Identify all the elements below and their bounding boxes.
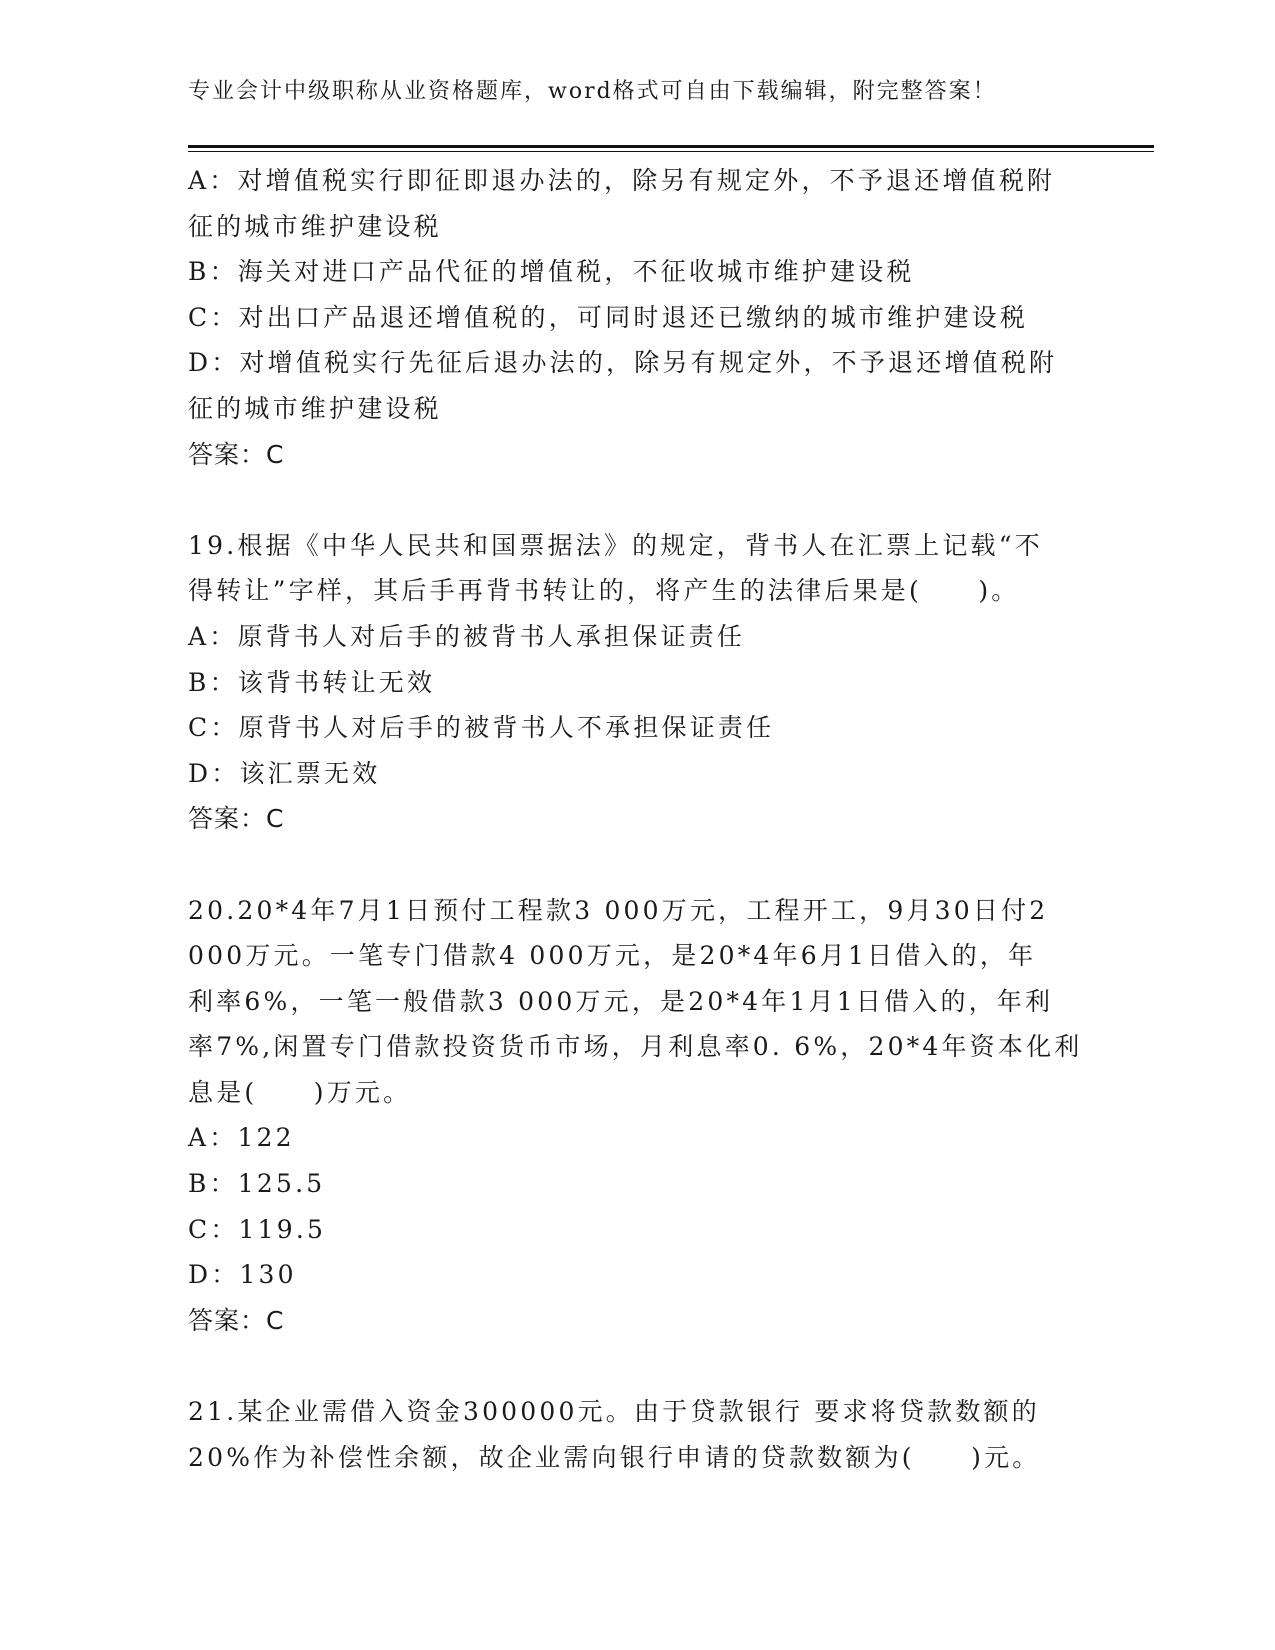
option-d-line-2: 征的城市维护建设税 xyxy=(188,393,442,423)
spacer xyxy=(188,842,1088,888)
option-c: C：对出口产品退还增值税的，可同时退还已缴纳的城市维护建设税 xyxy=(188,302,1029,332)
option-a: A：原背书人对后手的被背书人承担保证责任 xyxy=(188,621,746,651)
option-c: C：原背书人对后手的被背书人不承担保证责任 xyxy=(188,713,775,743)
option-b: B：海关对进口产品代征的增值税，不征收城市维护建设税 xyxy=(188,257,915,287)
option-d: D：130 xyxy=(188,1260,297,1290)
question-stem-line-2: 000万元。一笔专门借款4 000万元，是20*4年6月1日借入的，年 xyxy=(188,941,1037,971)
answer: 答案：C xyxy=(188,1305,285,1335)
question-stem-line-2: 得转让”字样，其后手再背书转让的，将产生的法律后果是( )。 xyxy=(188,576,1020,606)
document-body xyxy=(188,158,1088,1480)
question-21 xyxy=(188,1389,1088,1480)
page-header: 专业会计中级职称从业资格题库，word格式可自由下载编辑，附完整答案！ xyxy=(188,79,997,104)
option-a: A：122 xyxy=(188,1123,295,1153)
spacer xyxy=(188,477,1088,523)
question-20 xyxy=(188,888,1088,1344)
question-stem-line-3: 利率6%，一笔一般借款3 000万元，是20*4年1月1日借入的，年利 xyxy=(188,986,1054,1016)
option-b: B：125.5 xyxy=(188,1169,326,1199)
header-rule-thick xyxy=(188,145,1154,148)
question-stem-line-1: 20.20*4年7月1日预付工程款3 000万元，工程开工，9月30日付2 xyxy=(188,895,1049,925)
question-18 xyxy=(188,158,1088,477)
question-stem-line-2: 20%作为补偿性余额，故企业需向银行申请的贷款数额为( )元。 xyxy=(188,1442,1041,1472)
question-stem-line-5: 息是( )万元。 xyxy=(188,1077,412,1107)
option-d: D：该汇票无效 xyxy=(188,758,381,788)
header-rule-thin xyxy=(188,151,1154,152)
answer: 答案：C xyxy=(188,804,285,834)
question-stem-line-1: 21.某企业需借入资金300000元。由于贷款银行 要求将贷款数额的 xyxy=(188,1397,1040,1427)
question-stem-line-1: 19.根据《中华人民共和国票据法》的规定，背书人在汇票上记载“不 xyxy=(188,530,1043,560)
question-19 xyxy=(188,523,1088,842)
option-b: B：该背书转让无效 xyxy=(188,667,436,697)
option-d-line-1: D：对增值税实行先征后退办法的，除另有规定外，不予退还增值税附 xyxy=(188,348,1058,378)
option-a-line-1: A：对增值税实行即征即退办法的，除另有规定外，不予退还增值税附 xyxy=(188,166,1056,195)
question-stem-line-4: 率7%,闲置专门借款投资货币市场，月利息率0. 6%，20*4年资本化利 xyxy=(188,1032,1083,1062)
answer: 答案：C xyxy=(188,439,285,469)
option-c: C：119.5 xyxy=(188,1214,327,1244)
spacer xyxy=(188,1343,1088,1389)
option-a-line-2: 征的城市维护建设税 xyxy=(188,211,442,241)
